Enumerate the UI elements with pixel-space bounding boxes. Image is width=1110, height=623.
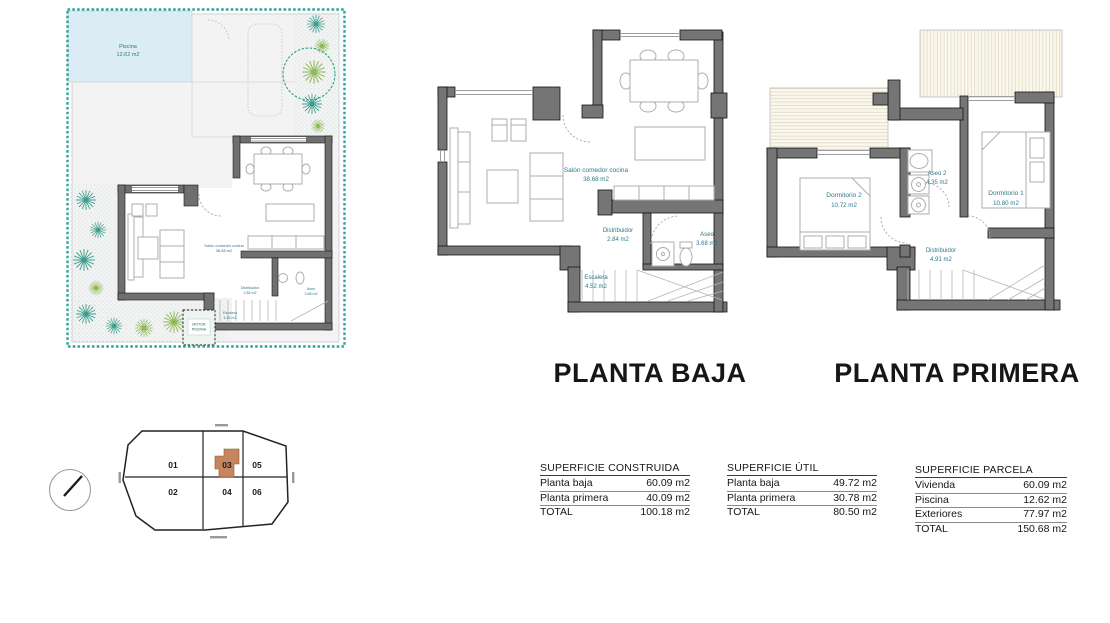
dormitorio2-label: Dormitorio 2 xyxy=(826,192,862,199)
kitchen-island xyxy=(635,127,705,160)
row-label: Piscina xyxy=(915,493,949,506)
table-superficie-construida xyxy=(540,462,690,520)
motor-label-1: MOTOR xyxy=(192,322,206,327)
sofa xyxy=(450,128,470,228)
row-label: Planta primera xyxy=(540,491,609,504)
dormitorio2-area: 10.72 m2 xyxy=(831,202,857,209)
planta-baja-plan xyxy=(430,20,740,320)
table-row xyxy=(915,494,1067,509)
site-salon-area: 38.68 m2 xyxy=(215,248,233,253)
door-arc-living xyxy=(563,115,590,142)
table-row xyxy=(915,479,1067,494)
kitchen-counter xyxy=(614,186,714,200)
row-value: 150.68 m2 xyxy=(1017,522,1067,535)
distribuidor1-area: 4.91 m2 xyxy=(930,257,952,263)
escalera-label: Escalera xyxy=(584,275,608,281)
escalera-area: 4.52 m2 xyxy=(585,284,607,290)
site-escalera-label: Escalera xyxy=(223,311,237,315)
salon-label: Salón comedor cocina xyxy=(563,167,629,174)
row-value: 30.78 m2 xyxy=(833,491,877,504)
row-label: Vivienda xyxy=(915,479,956,491)
table-row-total xyxy=(540,506,690,520)
table-superficie-util xyxy=(727,462,877,520)
aseo-fixtures xyxy=(652,242,692,266)
table-title: SUPERFICIE PARCELA xyxy=(915,464,1067,478)
plot-03: 03 xyxy=(222,460,232,470)
table-row-total xyxy=(915,523,1067,537)
table-row xyxy=(540,477,690,492)
coffee-table xyxy=(487,170,518,203)
row-value: 77.97 m2 xyxy=(1023,508,1067,521)
plot-02: 02 xyxy=(168,487,178,497)
row-label: Exteriores xyxy=(915,508,963,521)
aseo-area: 3.68 m2 xyxy=(696,241,718,247)
table-title: SUPERFICIE ÚTIL xyxy=(727,462,877,476)
plot-01: 01 xyxy=(168,460,178,470)
site-distribuidor-label: Distribuidor xyxy=(240,286,260,290)
row-value: 80.50 m2 xyxy=(833,506,877,519)
site-aseo-area: 3.68 m2 xyxy=(304,292,318,296)
primera-stairs xyxy=(908,265,1045,300)
distribuidor-label: Distribuidor xyxy=(602,228,634,234)
dormitorio1-area: 10.80 m2 xyxy=(993,200,1019,207)
terrace-left xyxy=(770,88,888,150)
plot-04: 04 xyxy=(222,487,232,497)
planta-baja-title: PLANTA BAJA xyxy=(553,358,747,388)
distribuidor-area: 2.84 m2 xyxy=(607,237,629,243)
row-value: 49.72 m2 xyxy=(833,477,877,489)
dormitorio1-label: Dormitorio 1 xyxy=(988,190,1024,197)
pool-motor-box xyxy=(183,310,215,345)
plot-boundary xyxy=(123,431,288,530)
table-superficie-parcela xyxy=(915,464,1067,536)
row-label: TOTAL xyxy=(727,506,760,519)
key-plan xyxy=(118,424,298,542)
door-arc-dormitorio2 xyxy=(881,217,907,243)
site-distribuidor-area: 2.84 m2 xyxy=(243,291,257,295)
row-label: Planta baja xyxy=(540,477,593,489)
aseo-label: Aseo xyxy=(700,232,714,238)
table-row xyxy=(540,492,690,507)
armchairs xyxy=(492,119,526,141)
row-label: TOTAL xyxy=(915,522,948,535)
planta-primera-plan xyxy=(760,20,1070,320)
table-row xyxy=(727,477,877,492)
planta-primera-title: PLANTA PRIMERA xyxy=(834,358,1080,388)
row-label: TOTAL xyxy=(540,506,573,519)
table-row xyxy=(915,508,1067,523)
bed-dormitorio2 xyxy=(800,178,870,250)
table-row xyxy=(727,492,877,507)
primera-furniture xyxy=(800,132,1050,300)
north-arrow xyxy=(44,464,96,516)
pool-area: 12.62 m2 xyxy=(116,52,140,58)
row-value: 60.09 m2 xyxy=(1023,479,1067,491)
distribuidor1-label: Distribuidor xyxy=(925,248,957,254)
site-aseo-label: Aseo xyxy=(306,287,316,291)
row-value: 100.18 m2 xyxy=(640,506,690,519)
terrace-right xyxy=(920,30,1062,97)
row-label: Planta baja xyxy=(727,477,780,489)
row-value: 60.09 m2 xyxy=(646,477,690,489)
shelving-unit xyxy=(530,153,563,221)
dining-table-set xyxy=(620,50,708,112)
site-salon-label: Salón comedor cocina xyxy=(204,243,244,248)
plot-06: 06 xyxy=(252,487,262,497)
row-value: 12.62 m2 xyxy=(1023,493,1067,506)
table-title: SUPERFICIE CONSTRUIDA xyxy=(540,462,690,476)
door-arc-aseo xyxy=(651,216,679,244)
aseo2-area: 4.35 m2 xyxy=(926,180,948,186)
row-label: Planta primera xyxy=(727,491,796,504)
north-needle xyxy=(64,476,82,496)
motor-label-2: PISCINA xyxy=(191,327,207,332)
table-row-total xyxy=(727,506,877,520)
door-arc-dormitorio1 xyxy=(968,216,990,238)
salon-area: 38.68 m2 xyxy=(583,176,609,183)
plot-05: 05 xyxy=(252,460,262,470)
site-escalera-area: 4.52 m2 xyxy=(223,316,237,320)
site-plan xyxy=(66,8,346,348)
pool-label: Piscina xyxy=(119,44,137,50)
aseo2-label: Aseo 2 xyxy=(927,171,947,177)
row-value: 40.09 m2 xyxy=(646,491,690,504)
